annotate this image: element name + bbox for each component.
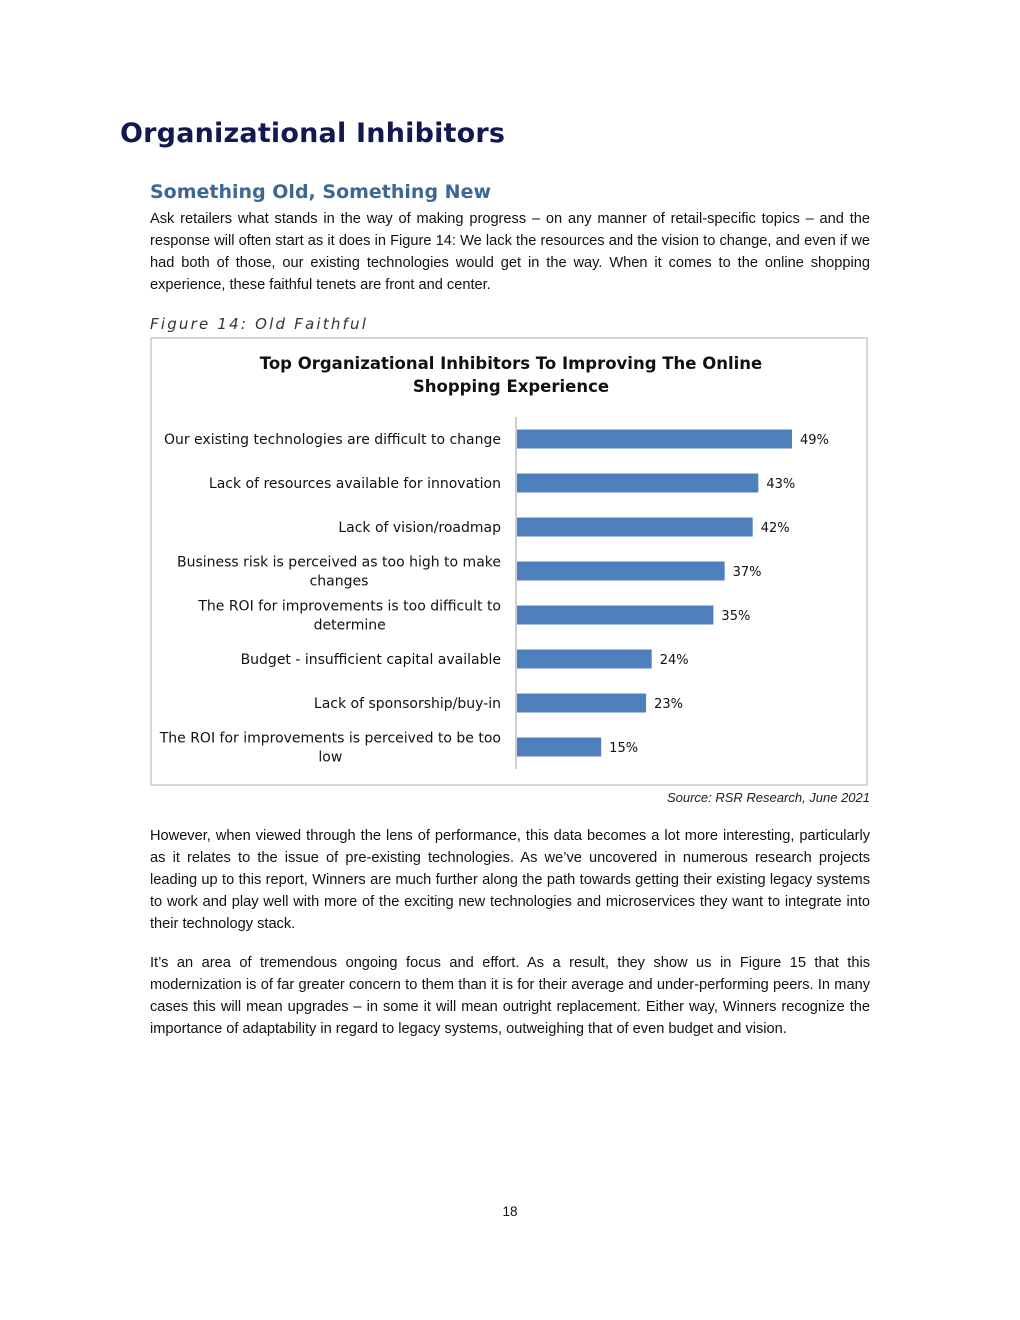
category-label-7: Lack of sponsorship/buy-in [313,696,501,712]
category-label-1: Our existing technologies are difficult to change [163,432,501,448]
category-label-4: Business risk is perceived as too high to make changes [176,554,501,590]
figure-source: Source: RSR Research, June 2021 [666,790,870,805]
page-number: 18 [502,1204,518,1219]
figure-caption: Figure 14: Old Faithful [150,315,369,333]
category-label-3: Lack of vision/roadmap [338,520,501,536]
bar-value-label-7: 23% [654,697,683,712]
bar-value-label-2: 43% [766,477,796,492]
bar-3 [517,518,753,537]
category-label-2: Lack of resources available for innovation [208,476,501,492]
body-paragraph-2: However, when viewed through the lens of performance, this data becomes a lot more interesting, particularly as it relates to the issue of pre-existing technologies. As we’ve uncovered in numerous research projects leading up to this report, Winners are much further along the path towards getting their existing legacy systems to work and play well with more of the exciting new technologies and microservices they want to integrate into their technology stack. [150,828,870,932]
bar-7 [517,694,646,713]
bar-value-label-8: 15% [609,741,639,756]
bar-6 [517,650,652,669]
category-label-6: Budget - insufficient capital available [240,652,501,668]
bar-2 [517,474,758,493]
page-heading: Organizational Inhibitors [120,118,506,149]
chart-title-line-1: Top Organizational Inhibitors To Improving The Online [259,354,763,373]
category-label-8: The ROI for improvements is perceived to be too low [159,730,501,766]
bar-4 [517,562,725,581]
category-label-5: The ROI for improvements is too difficult to determine [198,598,501,634]
bar-5 [517,606,713,625]
section-subheading: Something Old, Something New [150,181,492,203]
bar-1 [517,430,792,449]
bar-value-label-1: 49% [800,433,829,448]
figure-chart-box [150,337,868,786]
bar-value-label-5: 35% [721,609,751,624]
bar-8 [517,738,601,757]
body-paragraph-3: It’s an area of tremendous ongoing focus and effort. As a result, they show us in Figure 15 that this modernization is of far greater concern to them than it is for their average and under-performing peers. In many cases this will mean upgrades – in some it will mean outright replacement. Either way, Winners recognize the importance of adaptability in regard to legacy systems, outweighing that of even budget and vision. [150,955,870,1037]
intro-paragraph: Ask retailers what stands in the way of making progress – on any manner of retail-specific topics – and the response will often start as it does in Figure 14: We lack the resources and the vision to change, and even if we had both of those, our existing technologies would get in the way. When it comes to the online shopping experience, these faithful tenets are front and center. [150,211,870,293]
bar-value-label-4: 37% [732,565,762,580]
bar-chart [152,339,866,784]
bar-value-label-6: 24% [659,653,689,668]
bar-value-label-3: 42% [760,521,790,536]
chart-title-line-2: Shopping Experience [412,377,610,396]
